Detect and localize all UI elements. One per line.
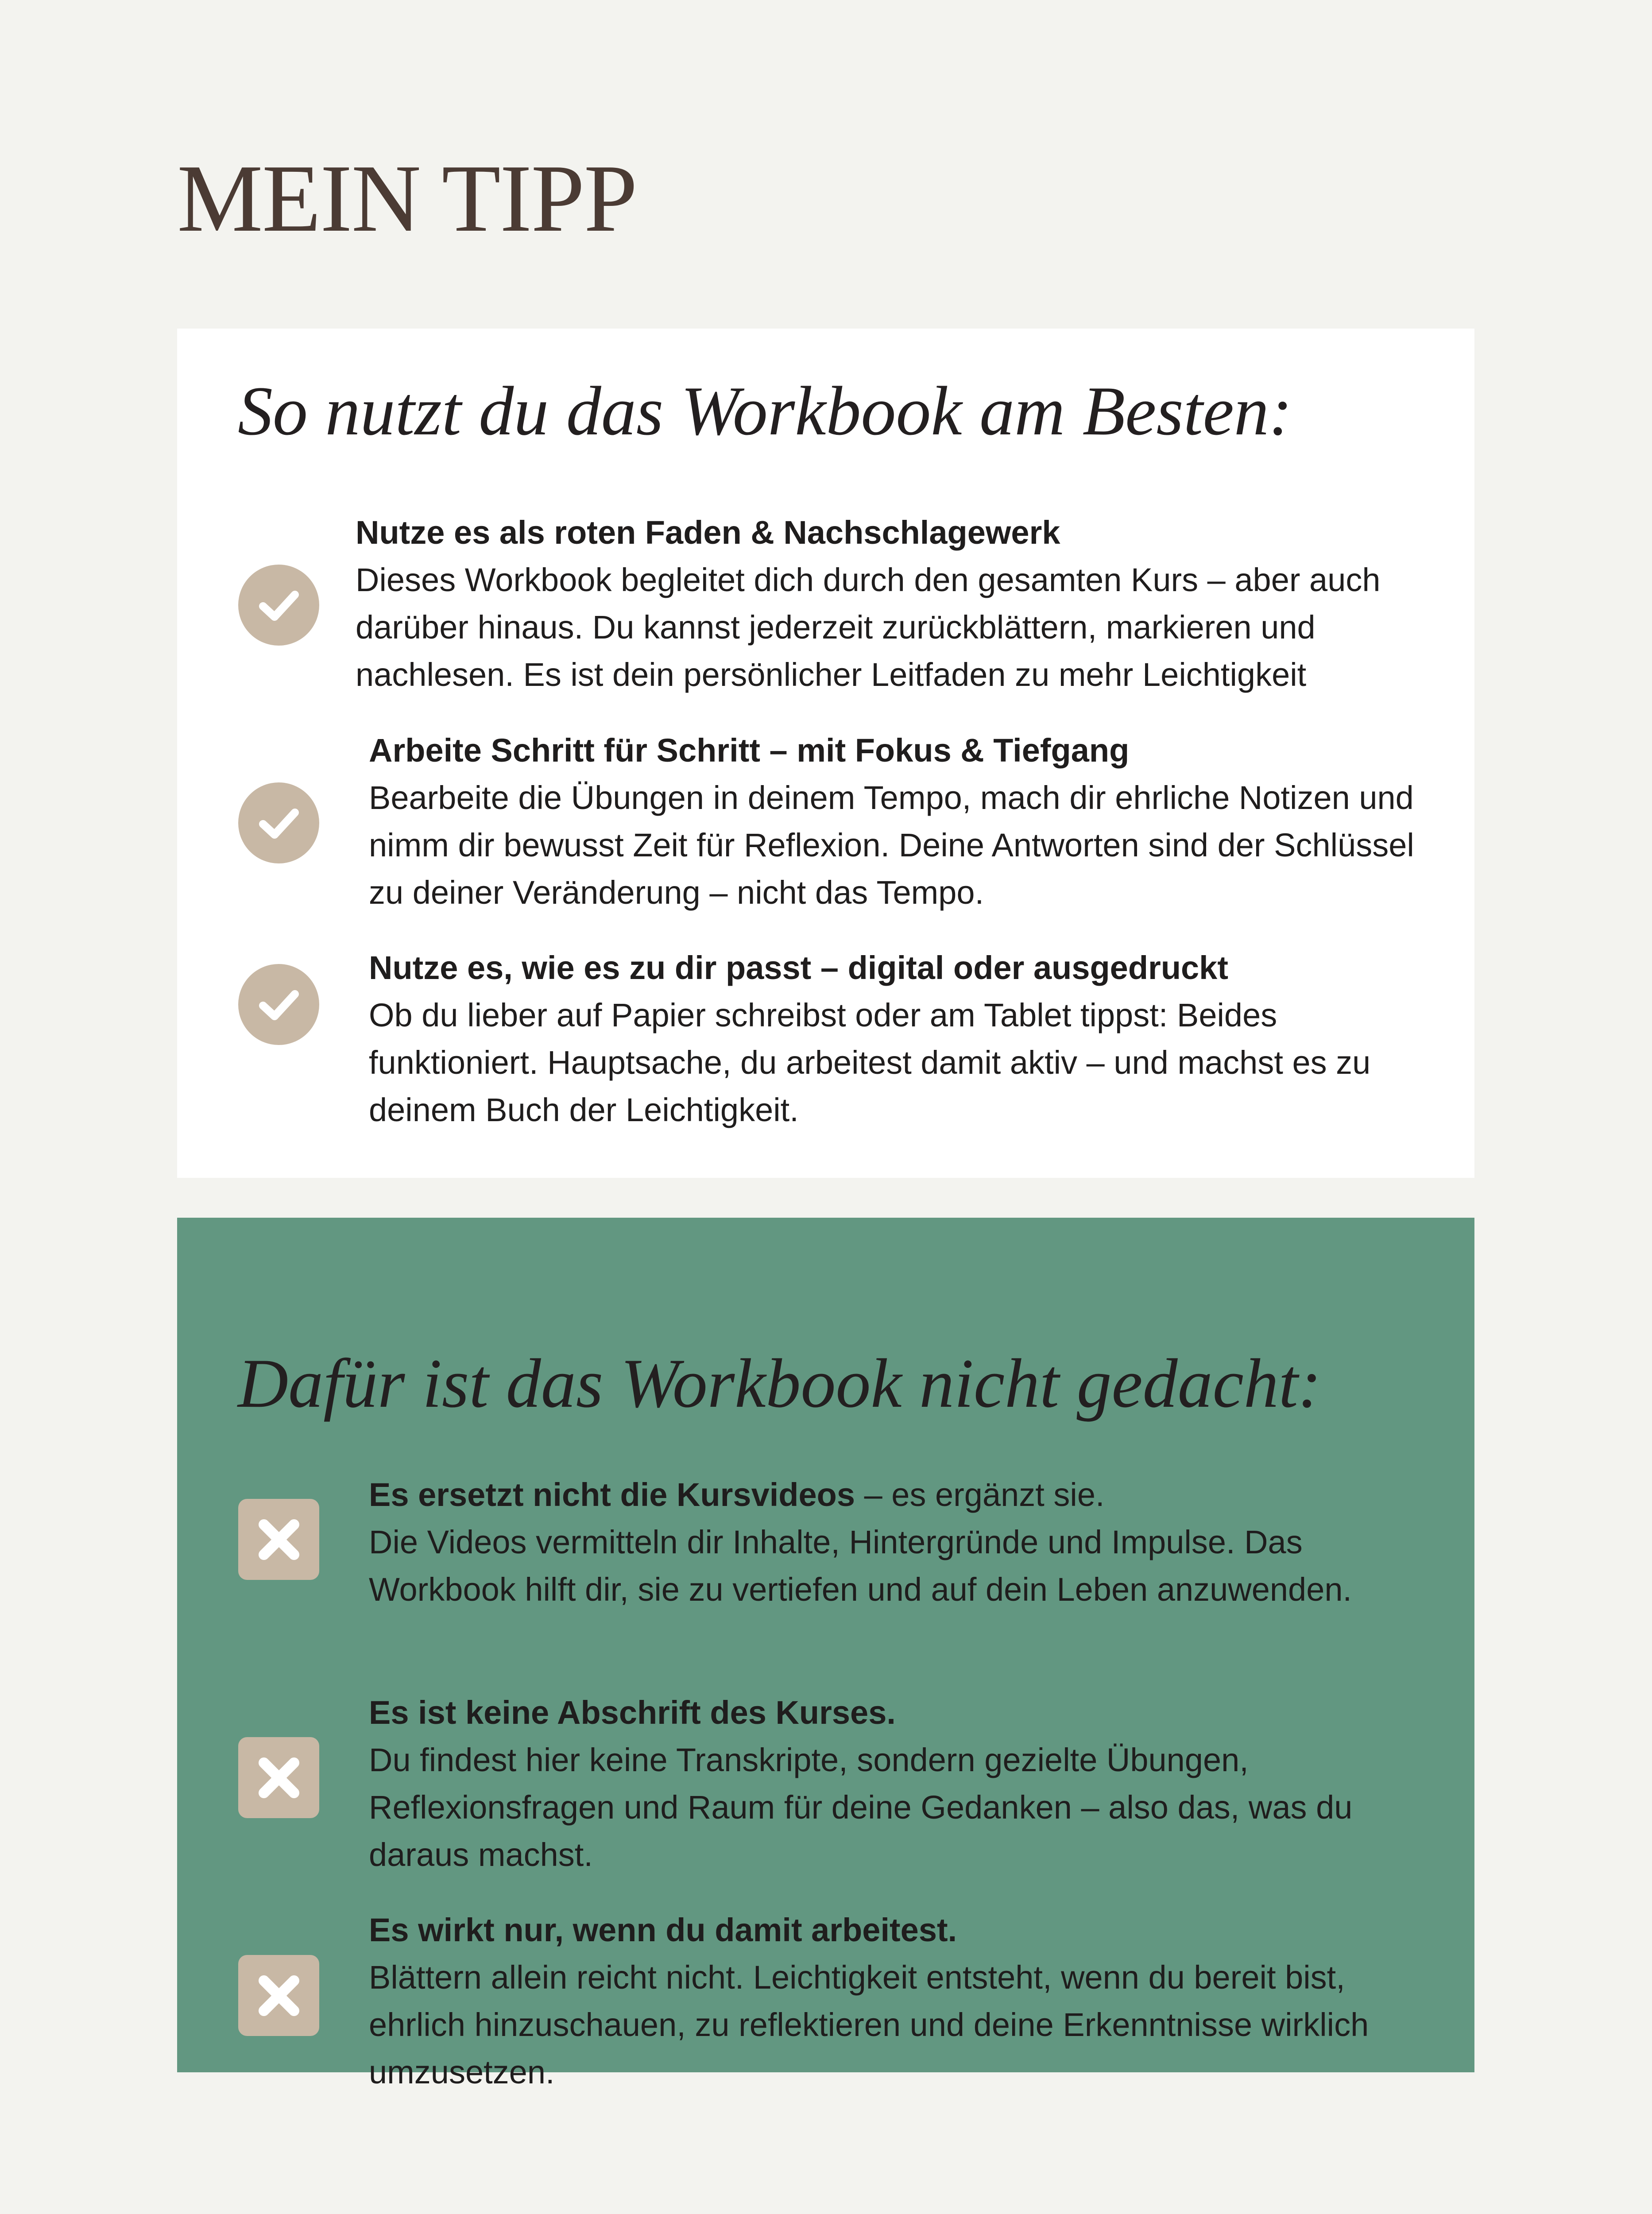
do-item-body: Ob du lieber auf Papier schreibst oder am Tablet tippst: Beides funktioniert. Hauptsache, du arbeitest damit aktiv – und machst es zu deinem Buch der Leichtigkeit. [369, 997, 1371, 1128]
do-panel-heading: So nutzt du das Workbook am Besten: [238, 372, 1292, 450]
do-panel [177, 329, 1474, 1178]
dont-item-text [369, 1906, 1369, 2096]
check-icon [238, 964, 319, 1045]
cross-icon [238, 1499, 319, 1580]
do-item-body: Dieses Workbook begleitet dich durch den gesamten Kurs – aber auch darüber hinaus. Du kannst jederzeit zurückblättern, markieren und nachlesen. Es ist dein persönlicher Leitfaden zu mehr Leichtigkeit [356, 561, 1381, 693]
dont-item-title: Es ist keine Abschrift des Kurses. [369, 1694, 896, 1731]
cross-icon [238, 1737, 319, 1818]
do-item-title: Nutze es als roten Faden & Nachschlagewerk [356, 514, 1060, 551]
check-icon [238, 782, 319, 863]
dont-item-title-suffix: – es ergänzt sie. [855, 1476, 1105, 1513]
do-item-body: Bearbeite die Übungen in deinem Tempo, mach dir ehrliche Notizen und nimm dir bewusst Zeit für Reflexion. Deine Antworten sind der Schlüssel zu deiner Veränderung – nicht das Tempo. [369, 779, 1414, 911]
do-item-title: Arbeite Schritt für Schritt – mit Fokus & Tiefgang [369, 732, 1130, 769]
dont-item-text [369, 1471, 1352, 1613]
dont-panel-heading: Dafür ist das Workbook nicht gedacht: [238, 1345, 1322, 1422]
dont-item-body: Du findest hier keine Transkripte, sondern gezielte Übungen, Reflexionsfragen und Raum für deine Gedanken – also das, was du daraus machst. [369, 1742, 1353, 1873]
cross-icon [238, 1955, 319, 2036]
dont-item-title: Es ersetzt nicht die Kursvideos [369, 1476, 855, 1513]
do-item-title: Nutze es, wie es zu dir passt – digital oder ausgedruckt [369, 949, 1228, 986]
dont-item-text [369, 1689, 1352, 1878]
dont-panel [177, 1218, 1474, 2090]
dont-item-body: Die Videos vermitteln dir Inhalte, Hintergründe und Impulse. Das Workbook hilft dir, sie zu vertiefen und auf dein Leben anzuwenden. [369, 1524, 1352, 1608]
dont-item-body: Blättern allein reicht nicht. Leichtigkeit entsteht, wenn du bereit bist, ehrlich hinzuschauen, zu reflektieren und deine Erkenntnisse wirklich umzusetzen. [369, 1959, 1369, 2090]
do-item-text [369, 944, 1370, 1134]
do-item-text [356, 509, 1381, 698]
do-item-text [369, 727, 1414, 916]
page-title: MEIN TIPP [177, 145, 637, 252]
check-icon [238, 565, 319, 646]
dont-item-title-line [369, 1471, 1352, 1518]
dont-item-title: Es wirkt nur, wenn du damit arbeitest. [369, 1912, 957, 1948]
